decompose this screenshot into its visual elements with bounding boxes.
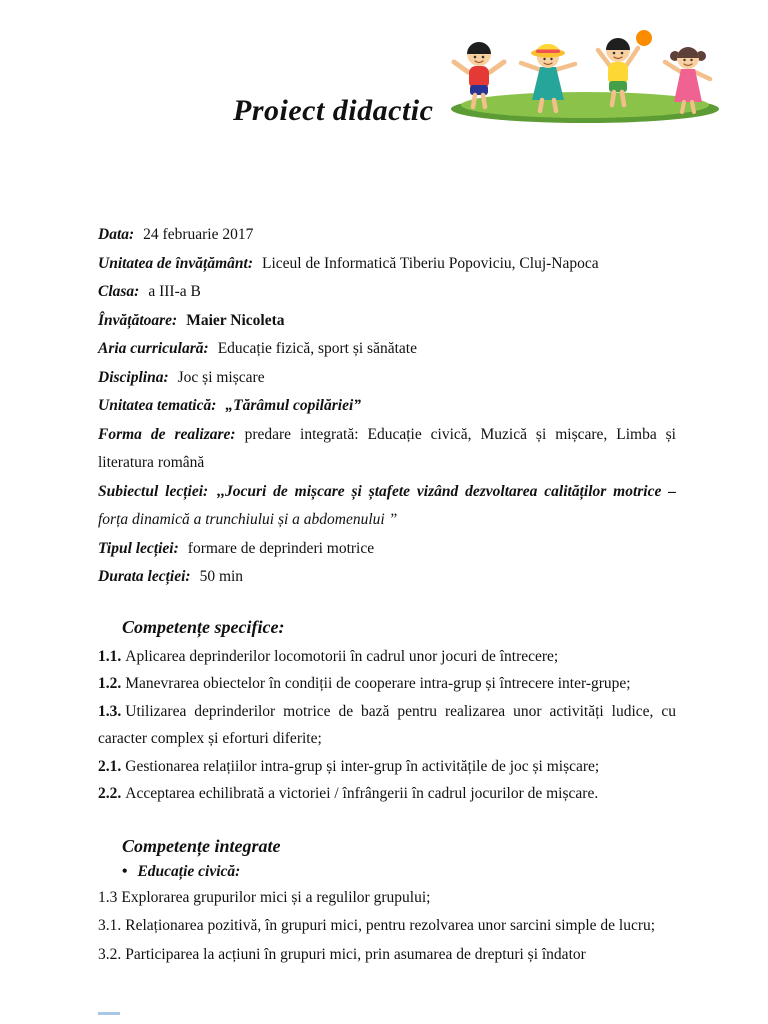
competence-item bbox=[98, 941, 676, 970]
field-value: „Tărâmul copilăriei” bbox=[225, 397, 362, 414]
page-bottom-artifact bbox=[98, 1012, 120, 1015]
competence-number: 3.1. bbox=[98, 917, 122, 934]
competence-item bbox=[98, 884, 676, 913]
competence-item bbox=[98, 670, 676, 698]
competence-number: 3.2. bbox=[98, 945, 122, 963]
bullet-icon: • bbox=[122, 862, 128, 880]
field-value: Liceul de Informatică Tiberiu Popoviciu, Cluj-Napoca bbox=[262, 254, 599, 272]
field-value: formare de deprinderi motrice bbox=[187, 539, 375, 557]
competence-number: 2.1. bbox=[98, 757, 122, 775]
bullet-educatie-civica bbox=[122, 862, 676, 882]
field-label: Unitatea tematică: bbox=[98, 397, 217, 414]
field-label: Forma de realizare: bbox=[98, 425, 236, 443]
competence-item bbox=[98, 753, 676, 781]
field-label: Disciplina: bbox=[98, 368, 169, 386]
competence-text: Aplicarea deprinderilor locomotorii în cadrul unor jocuri de întrecere; bbox=[125, 647, 559, 665]
competence-number: 1.3. bbox=[98, 702, 122, 720]
field-label: Aria curriculară: bbox=[98, 340, 209, 357]
competence-item bbox=[98, 780, 676, 808]
field-unitatea-invatamant bbox=[98, 250, 676, 279]
field-label: Subiectul lecției: bbox=[98, 482, 209, 500]
competence-text: Manevrarea obiectelor în condiții de cooperare intra-grup și întrecere inter-grupe; bbox=[125, 675, 631, 692]
field-disciplina bbox=[98, 364, 676, 393]
competence-text: Gestionarea relațiilor intra-grup și inter-grup în activitățile de joc și mișcare; bbox=[125, 757, 600, 775]
field-label: Tipul lecției: bbox=[98, 539, 179, 557]
bullet-label: Educație civică: bbox=[137, 862, 241, 880]
heading-competente-integrate: Competențe integrate bbox=[122, 835, 281, 856]
field-aria-curriculara bbox=[98, 335, 676, 364]
competence-text: Utilizarea deprinderilor motrice de bază pentru realizarea unor activități ludice, cu caracter complex și eforturi diferite; bbox=[98, 702, 676, 747]
children-playing-illustration bbox=[448, 12, 722, 124]
field-label: Învățătoare: bbox=[98, 311, 178, 329]
competence-number: 1.3 bbox=[98, 888, 118, 906]
field-value: Educație fizică, sport și sănătate bbox=[217, 340, 417, 357]
field-clasa bbox=[98, 278, 676, 307]
field-value: 50 min bbox=[199, 568, 244, 585]
field-data bbox=[98, 221, 676, 250]
competence-item bbox=[98, 698, 676, 753]
competence-number: 2.2. bbox=[98, 785, 122, 802]
competence-text: Relaționarea pozitivă, în grupuri mici, pentru rezolvarea unor sarcini simple de lucru; bbox=[125, 917, 656, 934]
document-title: Proiect didactic bbox=[233, 94, 434, 127]
field-value: Maier Nicoleta bbox=[186, 311, 285, 329]
field-label: Data: bbox=[98, 226, 135, 243]
field-value: predare integrată: Educație civică, Muzică și mișcare, Limba și literatura română bbox=[98, 425, 676, 471]
field-invatatoare bbox=[98, 307, 676, 336]
field-value: 24 februarie 2017 bbox=[143, 226, 254, 243]
field-durata-lectiei bbox=[98, 563, 676, 592]
field-forma-realizare bbox=[98, 421, 676, 478]
field-subiectul-lectiei bbox=[98, 478, 676, 535]
field-unitatea-tematica bbox=[98, 392, 676, 421]
competence-text: Explorarea grupurilor mici și a regulilor grupului; bbox=[121, 888, 431, 906]
field-label: Unitatea de învățământ: bbox=[98, 254, 253, 272]
field-label: Durata lecției: bbox=[98, 568, 191, 585]
field-value-tail: forța dinamică a trunchiului și a abdomenului ” bbox=[98, 511, 398, 528]
competence-item bbox=[98, 643, 676, 671]
field-tipul-lectiei bbox=[98, 535, 676, 564]
competence-number: 1.2. bbox=[98, 675, 122, 692]
document-body bbox=[98, 221, 676, 969]
field-value: a III-a B bbox=[148, 283, 201, 300]
field-value-main: ,,Jocuri de mișcare și ștafete vizând dezvoltarea calităților motrice – bbox=[217, 482, 676, 500]
competence-item bbox=[98, 912, 676, 941]
competence-text: Acceptarea echilibrată a victoriei / înfrângerii în cadrul jocurilor de mișcare. bbox=[125, 785, 599, 802]
competence-text: Participarea la acțiuni în grupuri mici, prin asumarea de drepturi și îndator bbox=[125, 945, 586, 963]
competence-number: 1.1. bbox=[98, 647, 122, 665]
field-label: Clasa: bbox=[98, 283, 140, 300]
field-value: Joc și mișcare bbox=[177, 368, 265, 386]
heading-competente-specifice: Competențe specifice: bbox=[122, 616, 285, 637]
